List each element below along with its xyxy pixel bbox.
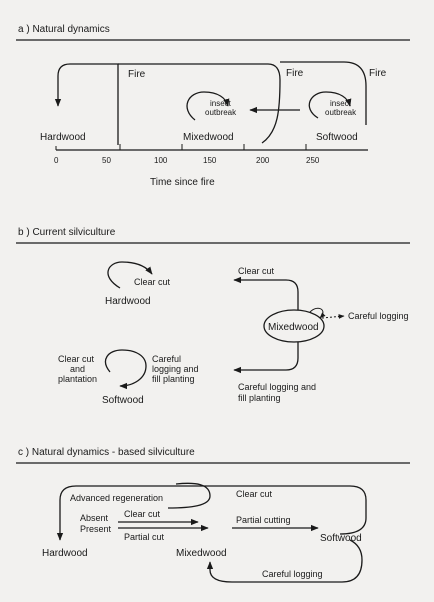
softwood-left-label-2: and xyxy=(70,364,86,374)
careful-logging-label-c: Careful logging xyxy=(262,569,323,579)
hardwood-label-b: Hardwood xyxy=(105,296,151,307)
mixedwood-clearcut-label: Clear cut xyxy=(238,266,275,276)
present-label: Present xyxy=(80,524,112,534)
advanced-regeneration-loop xyxy=(168,483,210,508)
fire-label-2: Fire xyxy=(286,68,304,79)
careful-logging-label-b: Careful logging xyxy=(348,311,409,321)
tick-0: 0 xyxy=(54,156,59,165)
panel-c-title: c ) Natural dynamics - based silviculture xyxy=(18,447,195,458)
fillplanting-label-1: Careful logging and xyxy=(238,382,317,392)
hardwood-label-c: Hardwood xyxy=(42,548,88,559)
hardwood-clearcut-label: Clear cut xyxy=(134,277,171,287)
panel-b-title: b ) Current silviculture xyxy=(18,227,116,238)
softwood-right-label-3: fill planting xyxy=(152,374,195,384)
hardwood-label-a: Hardwood xyxy=(40,132,86,143)
insect-label-1a: insect xyxy=(210,99,231,108)
insect-label-2a: insect xyxy=(330,99,351,108)
mixedwood-fillplanting-arrow xyxy=(234,342,298,370)
clearcut-top-label: Clear cut xyxy=(236,489,273,499)
insect-label-1b: outbreak xyxy=(205,108,237,117)
axis-tick-labels xyxy=(54,156,320,165)
softwood-right-label-2: logging and xyxy=(152,364,199,374)
mixedwood-label-b: Mixedwood xyxy=(268,322,319,333)
softwood-label-c: Softwood xyxy=(320,533,362,544)
tick-250: 250 xyxy=(306,156,320,165)
time-axis xyxy=(56,144,368,150)
partial-cutting-label: Partial cutting xyxy=(236,515,291,525)
tick-100: 100 xyxy=(154,156,168,165)
tick-200: 200 xyxy=(256,156,270,165)
mixedwood-clearcut-arrow xyxy=(234,280,298,310)
fillplanting-label-2: fill planting xyxy=(238,393,281,403)
tick-50: 50 xyxy=(102,156,111,165)
insect-label-2b: outbreak xyxy=(325,108,357,117)
fire-label-1: Fire xyxy=(128,69,146,80)
mixedwood-label-c: Mixedwood xyxy=(176,548,227,559)
partial-cut-label: Partial cut xyxy=(124,532,165,542)
softwood-right-label-1: Careful xyxy=(152,354,182,364)
softwood-loop xyxy=(106,350,146,386)
tick-150: 150 xyxy=(203,156,217,165)
softwood-left-label-3: plantation xyxy=(58,374,98,384)
fire-label-3: Fire xyxy=(369,68,387,79)
absent-label: Absent xyxy=(80,513,109,523)
softwood-left-label-1: Clear cut xyxy=(58,354,95,364)
softwood-label-b: Softwood xyxy=(102,395,144,406)
axis-label: Time since fire xyxy=(150,177,215,188)
clearcut-mid-label: Clear cut xyxy=(124,509,161,519)
panel-a-title: a ) Natural dynamics xyxy=(18,24,110,35)
mixedwood-label-a: Mixedwood xyxy=(183,132,234,143)
advanced-regeneration-label: Advanced regeneration xyxy=(70,493,164,503)
careful-logging-dotted-arrow xyxy=(322,316,344,318)
softwood-label-a: Softwood xyxy=(316,132,358,143)
